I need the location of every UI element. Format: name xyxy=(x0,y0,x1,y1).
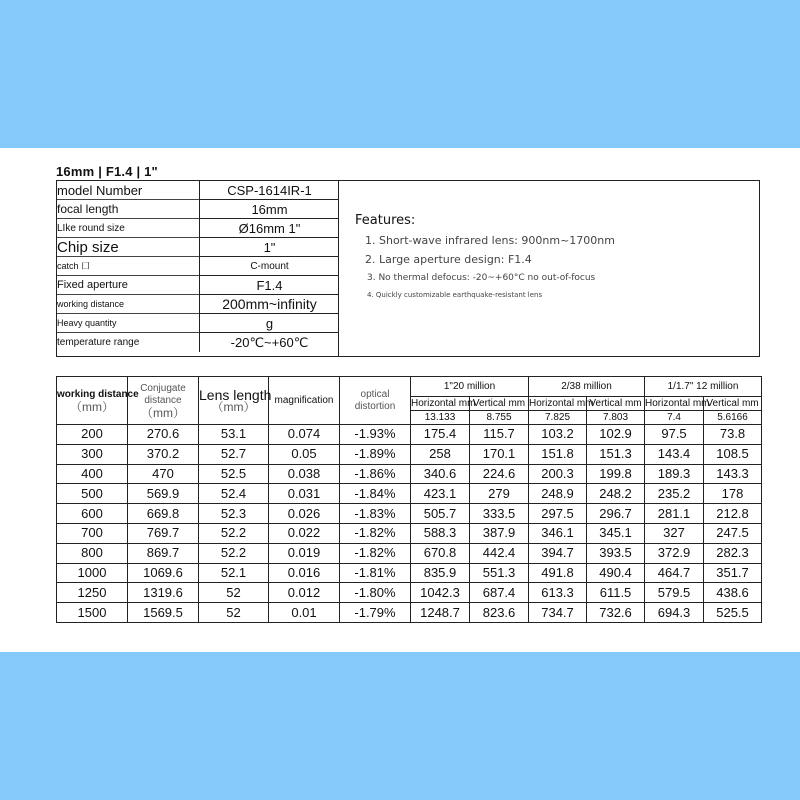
spec-label: Fixed aperture xyxy=(57,276,199,295)
table-cell: 613.3 xyxy=(529,583,587,603)
spec-row-chip-size xyxy=(57,238,339,257)
sensor-vertical-dim: 8.755 xyxy=(470,411,529,425)
header-vertical: Vertical mm xyxy=(470,397,529,411)
table-cell: 734.7 xyxy=(529,603,587,623)
spec-label: catch 口 xyxy=(57,257,199,276)
spec-label: Chip size xyxy=(57,238,199,257)
table-cell: 143.3 xyxy=(704,464,762,484)
table-cell: 297.5 xyxy=(529,504,587,524)
spec-label: focal length xyxy=(57,200,199,219)
table-cell: 281.1 xyxy=(645,504,704,524)
table-cell: -1.82% xyxy=(340,543,411,563)
feature-item: 4. Quickly customizable earthquake-resistant lens xyxy=(367,291,543,299)
table-cell: 438.6 xyxy=(704,583,762,603)
spec-label: temperature range xyxy=(57,337,140,348)
sensor-vertical-dim: 5.6166 xyxy=(704,411,762,425)
table-cell: -1.80% xyxy=(340,583,411,603)
data-table-body xyxy=(57,425,762,623)
table-cell: 224.6 xyxy=(470,464,529,484)
sensor-vertical-dim: 7.803 xyxy=(587,411,645,425)
table-cell: 178 xyxy=(704,484,762,504)
table-cell: 52.1 xyxy=(199,563,269,583)
table-cell: 345.1 xyxy=(587,523,645,543)
table-cell: 505.7 xyxy=(411,504,470,524)
header-text: magnification xyxy=(274,394,334,406)
table-cell: 670.8 xyxy=(411,543,470,563)
table-cell: 1569.5 xyxy=(128,603,199,623)
header-horizontal: Horizontal mm xyxy=(645,397,710,409)
table-cell: 200 xyxy=(57,425,128,445)
table-cell: 52.2 xyxy=(199,543,269,563)
table-cell: 470 xyxy=(128,464,199,484)
table-cell: 1000 xyxy=(57,563,128,583)
header-lens-length xyxy=(199,377,272,425)
header-unit: （mm） xyxy=(211,399,256,414)
data-table xyxy=(56,376,762,623)
header-unit: （mm） xyxy=(70,399,114,414)
spec-row-working-distance xyxy=(57,295,339,314)
table-cell: 0.038 xyxy=(269,464,340,484)
spec-row-focal-length xyxy=(57,200,339,219)
table-cell: 394.7 xyxy=(529,543,587,563)
table-row xyxy=(57,603,762,623)
spec-value: g xyxy=(199,314,339,333)
spec-row-aperture xyxy=(57,276,339,295)
header-vertical: Vertical mm xyxy=(704,397,762,411)
table-cell: 393.5 xyxy=(587,543,645,563)
table-cell: 491.8 xyxy=(529,563,587,583)
table-cell: 52.3 xyxy=(199,504,269,524)
table-cell: -1.86% xyxy=(340,464,411,484)
table-cell: 687.4 xyxy=(470,583,529,603)
table-cell: 151.3 xyxy=(587,444,645,464)
table-cell: 52 xyxy=(199,583,269,603)
table-cell: 258 xyxy=(411,444,470,464)
table-cell: 500 xyxy=(57,484,128,504)
table-cell: 248.9 xyxy=(529,484,587,504)
spec-value: 1" xyxy=(199,238,339,257)
header-resolution-3: 1/1.7" 12 million xyxy=(645,377,762,397)
table-cell: 248.2 xyxy=(587,484,645,504)
spec-value: 16mm xyxy=(199,200,339,219)
table-row xyxy=(57,425,762,445)
spec-row-weight xyxy=(57,314,339,333)
table-cell: 52.2 xyxy=(199,523,269,543)
table-cell: 569.9 xyxy=(128,484,199,504)
spec-value: F1.4 xyxy=(199,276,339,295)
table-cell: 279 xyxy=(470,484,529,504)
table-cell: 200.3 xyxy=(529,464,587,484)
header-resolution-2: 2/38 million xyxy=(529,377,645,397)
sensor-horizontal-dim: 7.825 xyxy=(529,411,587,425)
header-horizontal: Horizontal mm xyxy=(529,397,594,409)
table-cell: 400 xyxy=(57,464,128,484)
table-cell: 175.4 xyxy=(411,425,470,445)
table-cell: 52.5 xyxy=(199,464,269,484)
table-cell: 869.7 xyxy=(128,543,199,563)
table-cell: 151.8 xyxy=(529,444,587,464)
table-cell: -1.81% xyxy=(340,563,411,583)
header-vertical: Vertical mm xyxy=(587,397,645,411)
spec-row-model xyxy=(57,181,339,200)
table-cell: 1250 xyxy=(57,583,128,603)
spec-value: 200mm~infinity xyxy=(199,295,339,314)
table-row xyxy=(57,464,762,484)
feature-item: 1. Short-wave infrared lens: 900nm~1700nm xyxy=(365,234,615,247)
table-cell: 199.8 xyxy=(587,464,645,484)
table-cell: 300 xyxy=(57,444,128,464)
table-cell: 340.6 xyxy=(411,464,470,484)
table-cell: 143.4 xyxy=(645,444,704,464)
table-cell: 1069.6 xyxy=(128,563,199,583)
header-resolution-1: 1"20 million xyxy=(411,377,529,397)
feature-item: 2. Large aperture design: F1.4 xyxy=(365,253,532,266)
table-cell: 372.9 xyxy=(645,543,704,563)
table-cell: 1042.3 xyxy=(411,583,470,603)
table-cell: 1248.7 xyxy=(411,603,470,623)
spec-value: CSP-1614IR-1 xyxy=(199,181,339,200)
header-conjugate-distance xyxy=(128,377,199,425)
header-distortion xyxy=(340,377,411,425)
table-cell: -1.84% xyxy=(340,484,411,504)
table-row xyxy=(57,563,762,583)
table-cell: -1.79% xyxy=(340,603,411,623)
table-cell: 669.8 xyxy=(128,504,199,524)
header-horizontal: Horizontal mm xyxy=(411,397,476,409)
table-cell: 115.7 xyxy=(470,425,529,445)
table-cell: 732.6 xyxy=(587,603,645,623)
spec-label: model Number xyxy=(57,181,199,200)
table-cell: 0.074 xyxy=(269,425,340,445)
table-cell: 53.1 xyxy=(199,425,269,445)
table-cell: 52.7 xyxy=(199,444,269,464)
table-cell: 102.9 xyxy=(587,425,645,445)
table-cell: 97.5 xyxy=(645,425,704,445)
table-cell: 823.6 xyxy=(470,603,529,623)
header-working-distance xyxy=(57,377,139,425)
table-cell: 490.4 xyxy=(587,563,645,583)
table-cell: 103.2 xyxy=(529,425,587,445)
table-cell: 327 xyxy=(645,523,704,543)
header-magnification xyxy=(269,377,340,425)
table-cell: 835.9 xyxy=(411,563,470,583)
table-cell: 525.5 xyxy=(704,603,762,623)
table-cell: 108.5 xyxy=(704,444,762,464)
table-cell: 333.5 xyxy=(470,504,529,524)
table-cell: 1500 xyxy=(57,603,128,623)
table-cell: 588.3 xyxy=(411,523,470,543)
table-cell: 551.3 xyxy=(470,563,529,583)
spec-table xyxy=(56,180,760,357)
spec-value: Ø16mm 1" xyxy=(199,219,339,238)
table-cell: 769.7 xyxy=(128,523,199,543)
table-cell: 0.019 xyxy=(269,543,340,563)
spec-label: Heavy quantity xyxy=(57,314,199,333)
spec-label: working distance xyxy=(57,295,199,314)
table-cell: 212.8 xyxy=(704,504,762,524)
table-cell: 189.3 xyxy=(645,464,704,484)
table-cell: 282.3 xyxy=(704,543,762,563)
table-cell: 346.1 xyxy=(529,523,587,543)
table-row xyxy=(57,583,762,603)
table-cell: 0.01 xyxy=(269,603,340,623)
table-cell: 800 xyxy=(57,543,128,563)
spec-list xyxy=(57,181,339,356)
table-cell: 0.016 xyxy=(269,563,340,583)
header-text: Conjugate distance xyxy=(140,382,186,406)
sensor-horizontal-dim: 13.133 xyxy=(411,411,470,425)
spec-value: -20℃~+60℃ xyxy=(199,333,339,352)
table-cell: -1.82% xyxy=(340,523,411,543)
spec-sheet xyxy=(0,148,800,652)
table-cell: 52 xyxy=(199,603,269,623)
table-cell: 170.1 xyxy=(470,444,529,464)
table-cell: 579.5 xyxy=(645,583,704,603)
table-cell: 247.5 xyxy=(704,523,762,543)
table-cell: 600 xyxy=(57,504,128,524)
table-cell: 0.022 xyxy=(269,523,340,543)
table-cell: -1.89% xyxy=(340,444,411,464)
page-title: 16mm | F1.4 | 1" xyxy=(56,164,158,179)
table-cell: 611.5 xyxy=(587,583,645,603)
table-cell: 442.4 xyxy=(470,543,529,563)
table-cell: 235.2 xyxy=(645,484,704,504)
table-cell: 700 xyxy=(57,523,128,543)
feature-item: 3. No thermal defocus: -20~+60°C no out-of-focus xyxy=(367,273,596,283)
table-cell: 0.012 xyxy=(269,583,340,603)
features-panel xyxy=(355,213,755,299)
table-cell: 296.7 xyxy=(587,504,645,524)
table-row xyxy=(57,444,762,464)
header-text: Lens length xyxy=(199,386,272,403)
table-cell: -1.83% xyxy=(340,504,411,524)
table-cell: 464.7 xyxy=(645,563,704,583)
spec-row-image-circle xyxy=(57,219,339,238)
table-cell: 0.026 xyxy=(269,504,340,524)
table-cell: 0.05 xyxy=(269,444,340,464)
header-unit: （mm） xyxy=(141,405,185,420)
table-row xyxy=(57,484,762,504)
features-title: Features: xyxy=(355,213,416,228)
table-row xyxy=(57,543,762,563)
table-cell: 387.9 xyxy=(470,523,529,543)
table-cell: 270.6 xyxy=(128,425,199,445)
table-cell: 52.4 xyxy=(199,484,269,504)
table-cell: 370.2 xyxy=(128,444,199,464)
table-cell: 423.1 xyxy=(411,484,470,504)
table-cell: -1.93% xyxy=(340,425,411,445)
table-row xyxy=(57,504,762,524)
spec-row-mount xyxy=(57,257,339,276)
spec-label: LIke round size xyxy=(57,219,199,238)
spec-value: C-mount xyxy=(199,257,339,276)
table-row xyxy=(57,523,762,543)
table-cell: 0.031 xyxy=(269,484,340,504)
table-cell: 351.7 xyxy=(704,563,762,583)
header-text: working distance xyxy=(57,388,139,400)
table-cell: 73.8 xyxy=(704,425,762,445)
spec-row-temperature xyxy=(57,333,339,352)
table-cell: 694.3 xyxy=(645,603,704,623)
header-text: optical distortion xyxy=(354,388,396,412)
sensor-horizontal-dim: 7.4 xyxy=(645,411,704,425)
table-cell: 1319.6 xyxy=(128,583,199,603)
